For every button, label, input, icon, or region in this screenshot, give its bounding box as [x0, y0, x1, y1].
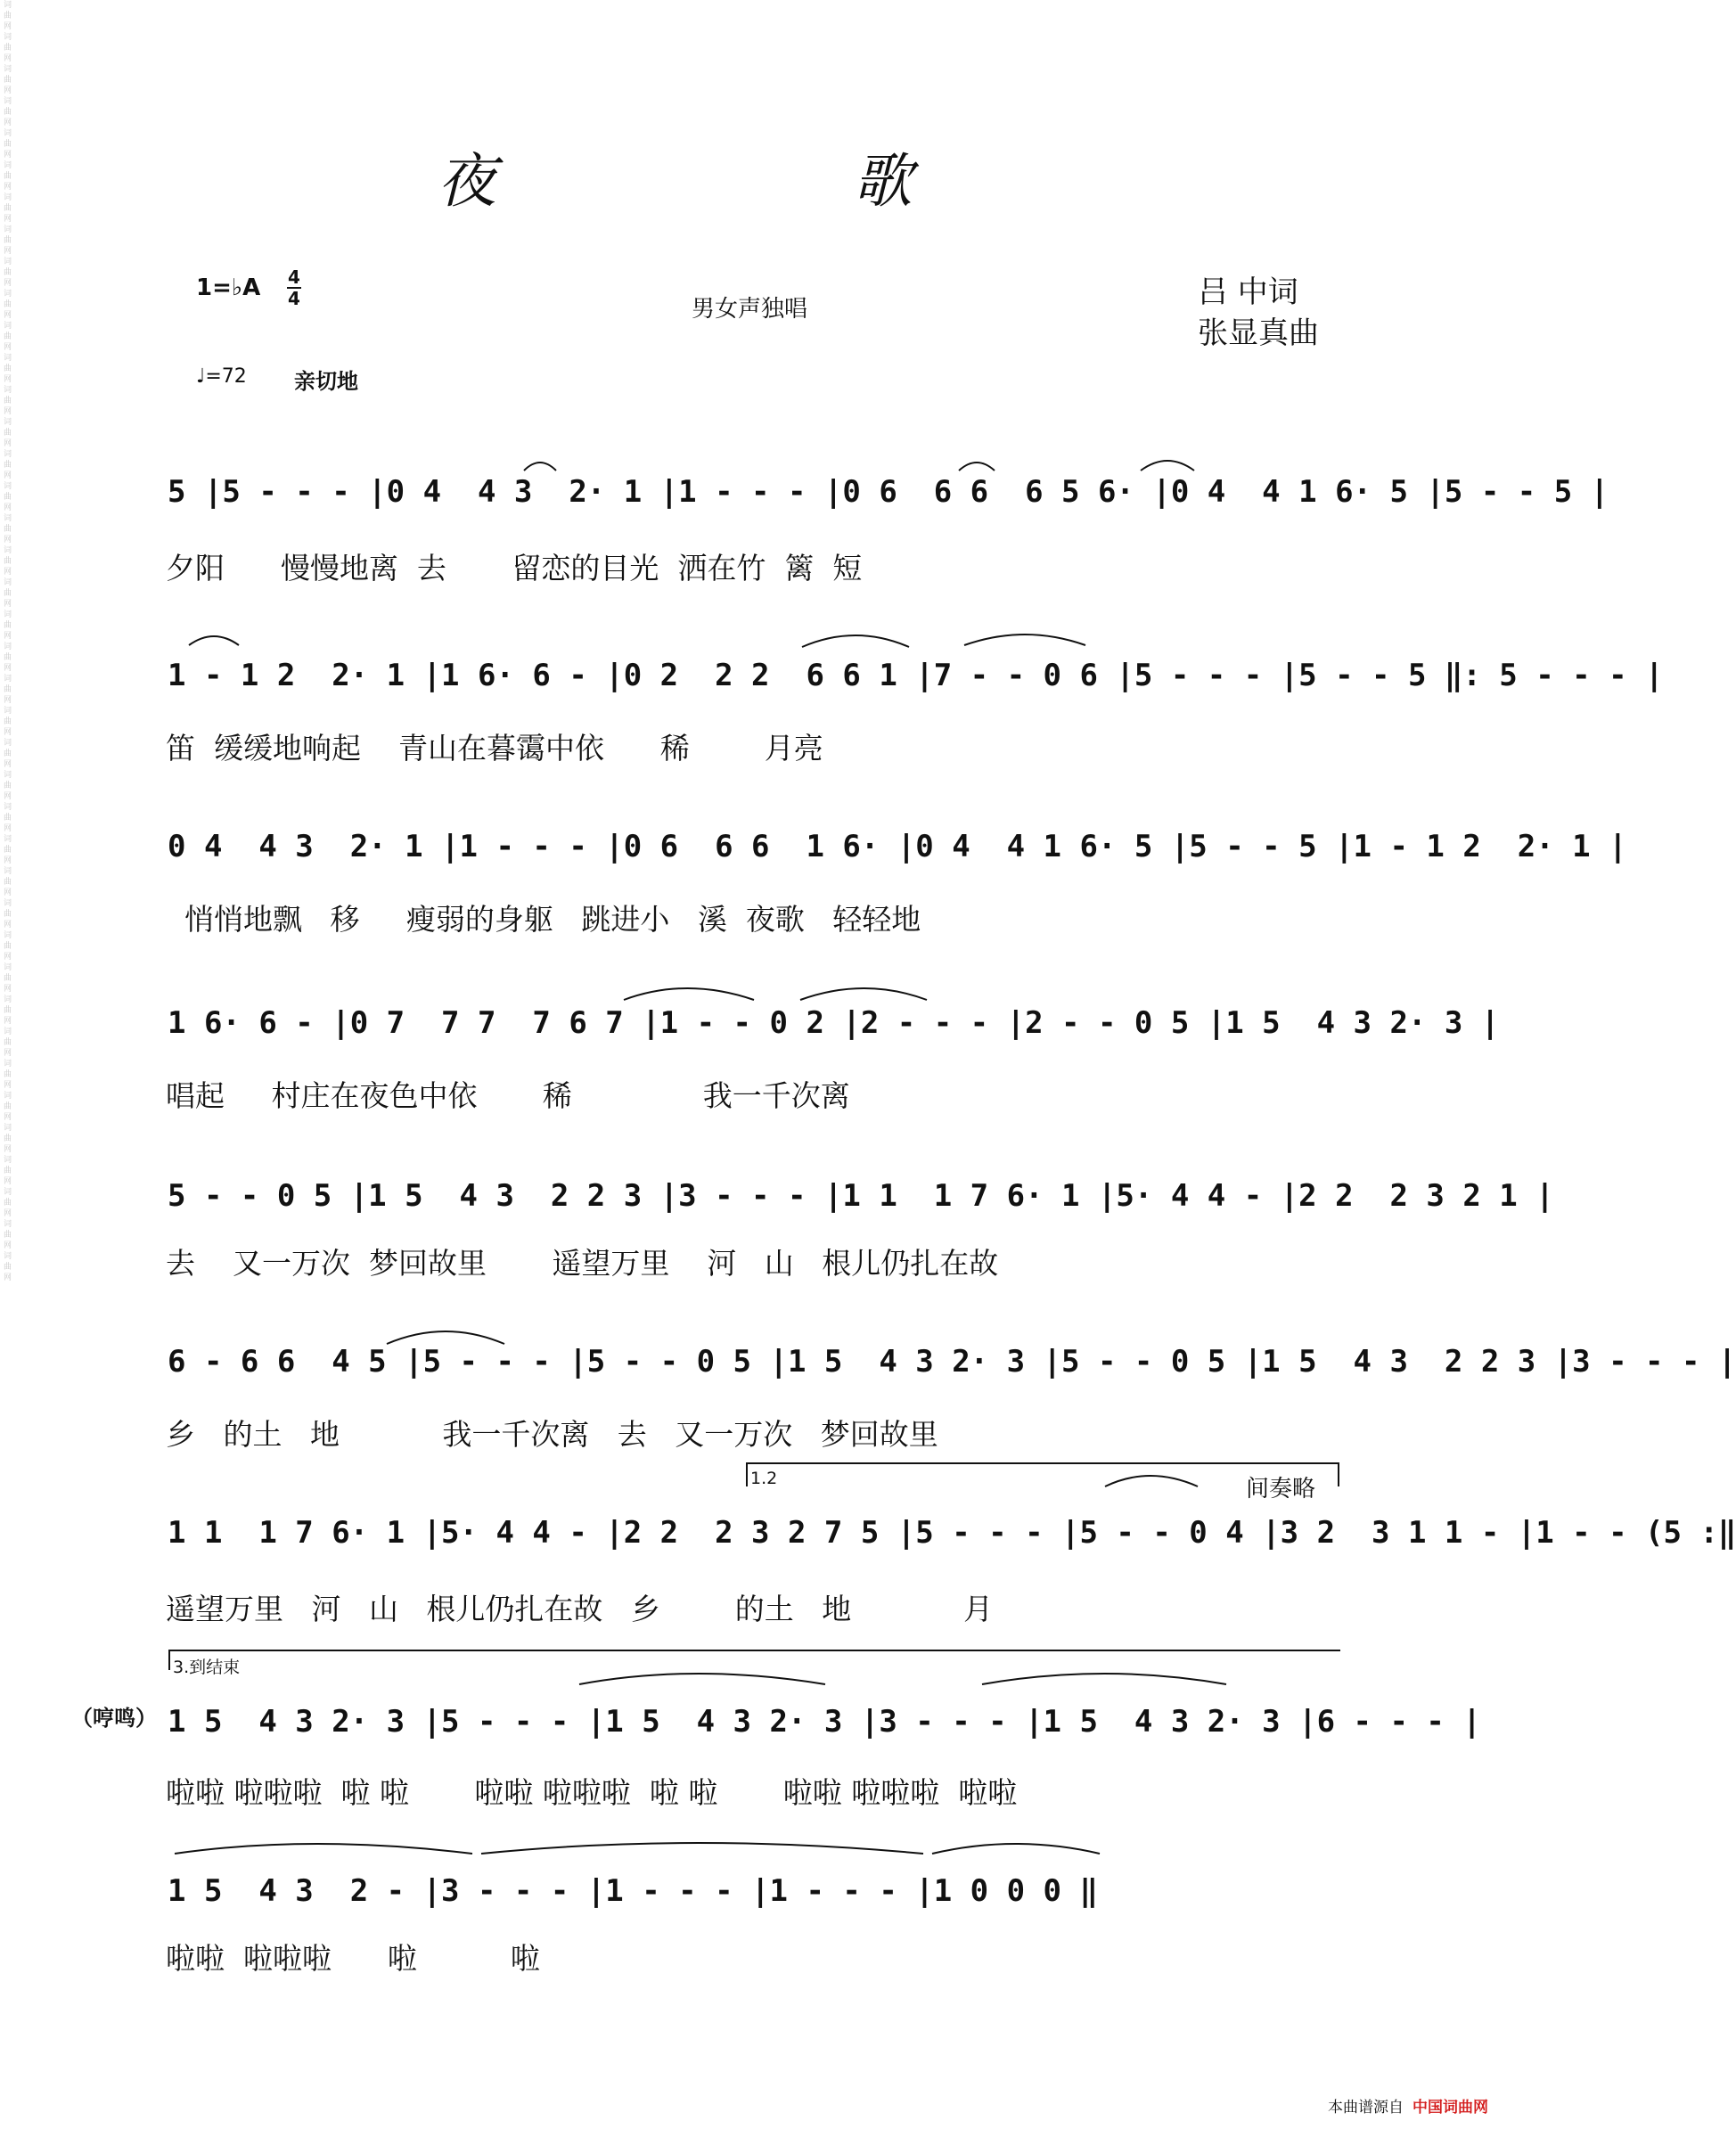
footer-source-text: 本曲谱源自 [1328, 2099, 1404, 2117]
composer-credit: 张显真曲 [1198, 315, 1319, 351]
slur [579, 1674, 825, 1684]
volta-1-2-bracket [747, 1463, 1339, 1486]
notation-line-3: 0 4 4 3 2· 1 |1 - - - |0 6 6 6 1 6· |0 4 4 1 6· 5 |5 - - 5 |1 - 1 2 2· 1 | [168, 829, 1627, 864]
slur [802, 635, 909, 647]
notation-line-4: 1 6· 6 - |0 7 7 7 7 6 7 |1 - - 0 2 |2 - - - |2 - - 0 5 |1 5 4 3 2· 3 | [168, 1005, 1500, 1041]
volta-3: 3.到结束 [173, 1658, 241, 1677]
slur [481, 1843, 923, 1854]
slur [1105, 1476, 1198, 1486]
lyrics-line-6: 乡 的土 地 我一千次离 去 又一万次 梦回故里 [166, 1417, 938, 1452]
side-watermark: 词曲网词曲网词曲网词曲网词曲网词曲网词曲网词曲网词曲网词曲网词曲网词曲网词曲网词曲网词曲网词曲网词曲网词曲网词曲网词曲网词曲网词曲网词曲网词曲网词曲网词曲网词曲网词曲网词曲网词曲网词曲网词曲网词曲网词曲网词曲网词曲网词曲网词曲网词曲网词曲网 [4, 1, 12, 1282]
slur [524, 463, 556, 471]
lyricist-credit: 吕 中词 [1198, 274, 1298, 310]
slur [624, 988, 754, 1000]
lyrics-line-1: 夕阳 慢慢地离 去 留恋的目光 洒在竹 篱 短 [166, 551, 863, 585]
volta-3-bracket [169, 1650, 1340, 1670]
interlude-note: 间奏略 [1246, 1476, 1316, 1503]
footer-source [1328, 2094, 1488, 2117]
notation-line-5: 5 - - 0 5 |1 5 4 3 2 2 3 |3 - - - |1 1 1 7 6· 1 |5· 4 4 - |2 2 2 3 2 1 | [168, 1178, 1554, 1214]
slur [175, 1844, 472, 1854]
slur [964, 635, 1085, 645]
time-signature-numerator: 4 [288, 266, 300, 288]
tempo-marking: ♩=72 [196, 365, 247, 388]
notation-line-7: 1 1 1 7 6· 1 |5· 4 4 - |2 2 2 3 2 7 5 |5 - - - |5 - - 0 4 |3 2 3 1 1 - |1 - - (5 :‖ [168, 1515, 1736, 1551]
lyrics-line-5: 去 又一万次 梦回故里 遥望万里 河 山 根儿仍扎在故 [166, 1246, 999, 1281]
time-signature-denominator: 4 [288, 288, 300, 309]
slur [932, 1844, 1100, 1854]
key-signature: 1=♭A [196, 274, 261, 301]
notation-line-6: 6 - 6 6 4 5 |5 - - - |5 - - 0 5 |1 5 4 3 2· 3 |5 - - 0 5 |1 5 4 3 2 2 3 |3 - - - | [168, 1344, 1736, 1380]
lyrics-line-9: 啦啦 啦啦啦 啦 啦 [166, 1941, 540, 1976]
slur [189, 636, 239, 645]
lyrics-line-3: 悄悄地飘 移 瘦弱的身躯 跳进小 溪 夜歌 轻轻地 [166, 902, 921, 937]
lyrics-line-2: 笛 缓缓地响起 青山在暮霭中依 稀 月亮 [166, 731, 823, 766]
lyrics-line-4: 唱起 村庄在夜色中依 稀 我一千次离 [166, 1078, 850, 1113]
slur [982, 1674, 1226, 1684]
notation-line-1: 5 |5 - - - |0 4 4 3 2· 1 |1 - - - |0 6 6 6 6 5 6· |0 4 4 1 6· 5 |5 - - 5 | [168, 474, 1609, 510]
notation-line-2: 1 - 1 2 2· 1 |1 6· 6 - |0 2 2 2 6 6 1 |7 - - 0 6 |5 - - - |5 - - 5 ‖: 5 - - - | [168, 658, 1664, 693]
slur [1141, 461, 1194, 471]
notation-line-8: 1 5 4 3 2· 3 |5 - - - |1 5 4 3 2· 3 |3 - - - |1 5 4 3 2· 3 |6 - - - | [168, 1704, 1481, 1740]
slur [959, 463, 995, 471]
expression-marking: 亲切地 [294, 369, 358, 394]
footer-site-link[interactable]: 中国词曲网 [1413, 2099, 1488, 2117]
slur [800, 988, 927, 1000]
slur [387, 1331, 504, 1344]
performer-note: 男女声独唱 [692, 296, 808, 323]
notation-line-9: 1 5 4 3 2 - |3 - - - |1 - - - |1 - - - |1 0 0 0 ‖ [168, 1873, 1098, 1909]
volta-1-2: 1.2 [750, 1469, 778, 1488]
humming-marking: （哼鸣） [71, 1706, 157, 1731]
song-title: 夜 歌 [437, 147, 1082, 216]
lyrics-line-8: 啦啦 啦啦啦 啦 啦 啦啦 啦啦啦 啦 啦 啦啦 啦啦啦 啦啦 [166, 1775, 1018, 1810]
lyrics-line-7: 遥望万里 河 山 根儿仍扎在故 乡 的土 地 月 [166, 1592, 994, 1626]
